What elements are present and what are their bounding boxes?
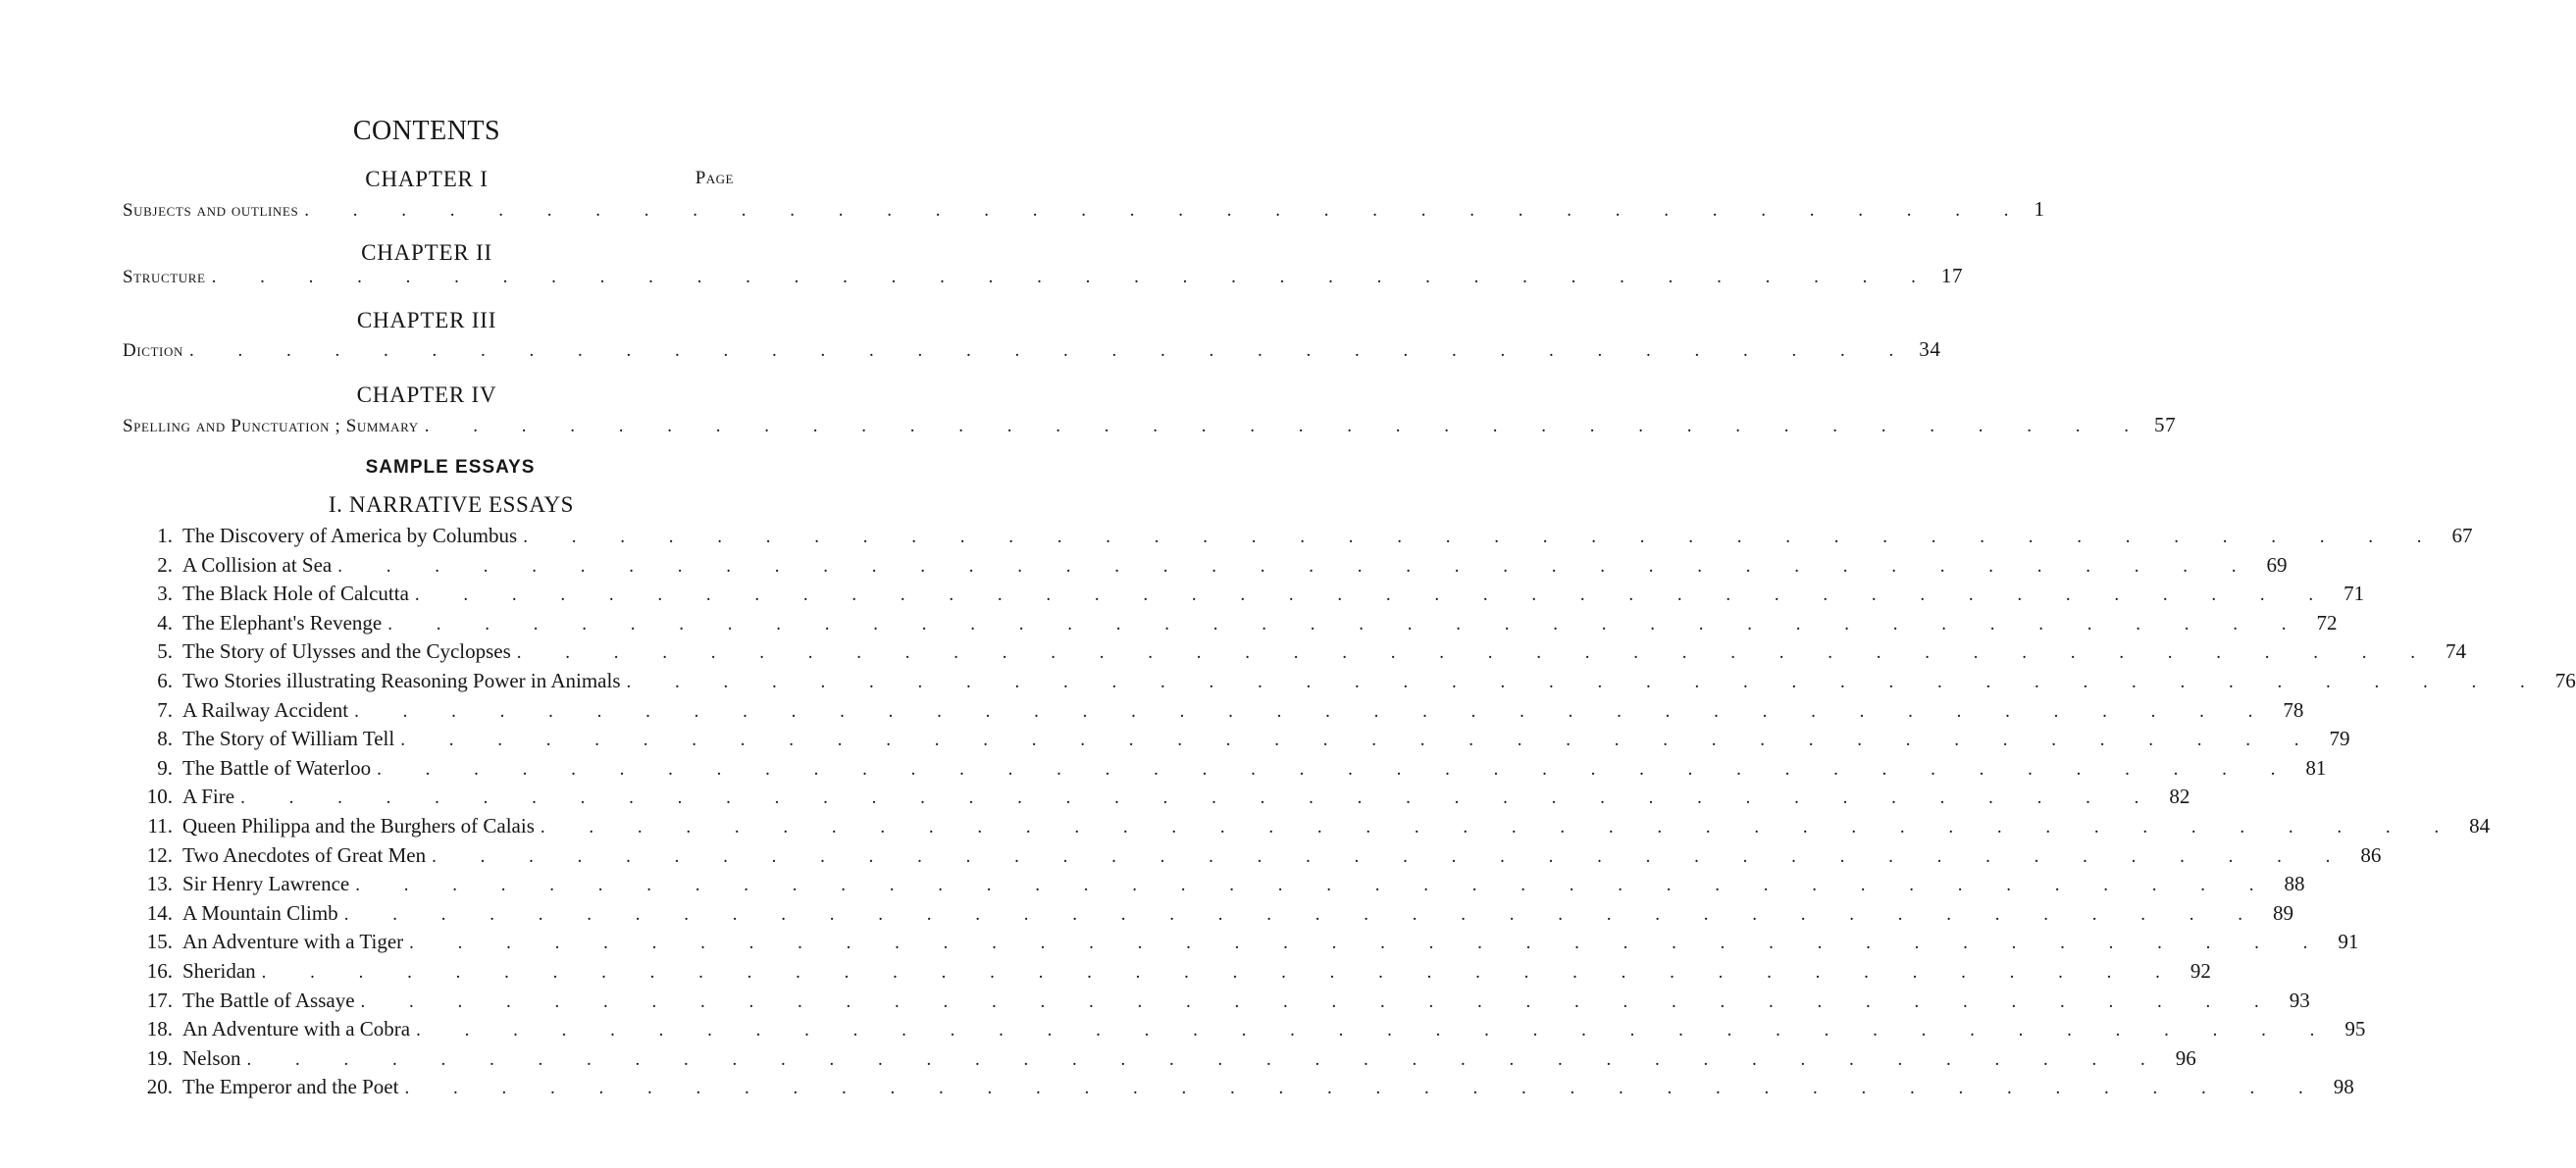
essay-entry-11[interactable] xyxy=(123,813,2491,843)
essay-page-number: 69 xyxy=(2266,552,2288,577)
dot-leader: . . . . . . . . . . . . . . . . . . . . . . . . . . . . . . . . . . . . xyxy=(304,200,2029,221)
dot-leader: . . . . . . . . . . . . . . . . . . . . . . . . . . . . . . . . . . . . xyxy=(424,416,2148,436)
essay-page-number: 89 xyxy=(2272,900,2293,925)
essay-number: 2. xyxy=(157,552,173,577)
essay-number: 4. xyxy=(157,610,173,635)
essay-number: 16. xyxy=(146,958,173,983)
essay-number-cell xyxy=(123,727,173,751)
dot-leader: . . . . . . . . . . . . . . . . . . . . . . . . . . . . . . . . . . . . . . . . xyxy=(540,816,2459,838)
essay-title: The Discovery of America by Columbus xyxy=(182,524,518,547)
essay-number: 5. xyxy=(157,639,173,664)
essay-entry-13[interactable] xyxy=(123,872,2305,901)
essay-title: Queen Philippa and the Burghers of Calais xyxy=(182,813,535,838)
chapter-heading-1: CHAPTER I xyxy=(365,167,489,191)
essay-number: 9. xyxy=(157,755,173,780)
sample-essays-heading: SAMPLE ESSAYS xyxy=(365,457,536,478)
essay-number-cell xyxy=(123,698,173,723)
dot-leader: . . . . . . . . . . . . . . . . . . . . . . . . . . . . . . . . . . . . . . . . xyxy=(337,555,2256,577)
essay-title: The Battle of Waterloo xyxy=(182,755,372,780)
chapter-heading-3: CHAPTER III xyxy=(356,308,497,332)
essay-page-number: 98 xyxy=(2333,1075,2354,1099)
chapter-title: Subjects and outlines xyxy=(123,200,299,221)
essay-number-cell xyxy=(123,843,173,868)
essay-list xyxy=(123,524,2576,1104)
dot-leader: . . . . . . . . . . . . . . . . . . . . . . . . . . . . . . . . . . . . . . . . xyxy=(377,758,2295,780)
essay-entry-1[interactable] xyxy=(123,524,2473,553)
essay-number: 19. xyxy=(146,1045,173,1070)
essay-title: The Battle of Assaye xyxy=(182,988,355,1012)
essay-title: A Railway Accident xyxy=(182,697,349,722)
essay-number-cell xyxy=(123,1017,173,1041)
dot-leader: . . . . . . . . . . . . . . . . . . . . . . . . . . . . . . . . . . . . . . . . xyxy=(432,845,2350,867)
essay-number-cell xyxy=(123,959,173,984)
essay-number-cell xyxy=(123,639,173,664)
essay-title: Sir Henry Lawrence xyxy=(182,872,350,896)
essay-number: 17. xyxy=(146,988,173,1012)
essay-entry-5[interactable] xyxy=(123,639,2467,669)
essay-number: 7. xyxy=(157,697,173,722)
essay-page-number: 79 xyxy=(2329,727,2350,751)
essay-title: The Black Hole of Calcutta xyxy=(182,582,409,606)
essay-page-number: 84 xyxy=(2469,813,2491,838)
chapter-page-number: 34 xyxy=(1919,337,1941,361)
essay-page-number: 72 xyxy=(2316,610,2338,635)
chapter-page-number: 57 xyxy=(2153,413,2177,436)
chapter-heading-4: CHAPTER IV xyxy=(356,382,497,407)
essay-entry-15[interactable] xyxy=(123,930,2359,959)
essay-page-number: 92 xyxy=(2190,958,2211,983)
essay-number: 13. xyxy=(146,872,173,896)
essay-number-cell xyxy=(123,814,173,838)
essay-title: A Collision at Sea xyxy=(182,552,333,577)
essay-number-cell xyxy=(123,524,173,548)
essay-number: 18. xyxy=(146,1017,173,1041)
essay-entry-4[interactable] xyxy=(123,610,2338,640)
essay-number-cell xyxy=(123,1075,173,1099)
essay-entry-14[interactable] xyxy=(123,900,2293,931)
essay-number: 15. xyxy=(146,930,173,954)
essay-number: 12. xyxy=(146,842,173,867)
chapter-entry-3[interactable] xyxy=(123,337,1941,362)
essay-entry-10[interactable] xyxy=(123,785,2190,814)
essay-page-number: 74 xyxy=(2446,639,2467,664)
essay-entry-20[interactable] xyxy=(123,1075,2354,1104)
section-heading: I. NARRATIVE ESSAYS xyxy=(328,492,575,517)
essay-entry-9[interactable] xyxy=(123,755,2327,786)
dot-leader: . . . . . . . . . . . . . . . . . . . . . . . . . . . . . . . . . . . . xyxy=(188,340,1914,361)
essay-entry-12[interactable] xyxy=(123,842,2382,873)
essay-page-number: 95 xyxy=(2344,1017,2366,1041)
essay-entry-18[interactable] xyxy=(123,1017,2366,1046)
essay-number: 11. xyxy=(147,813,173,838)
dot-leader: . . . . . . . . . . . . . . . . . . . . . . . . . . . . . . . . . . . . . . . . xyxy=(409,933,2328,954)
essay-page-number: 78 xyxy=(2283,697,2304,722)
chapter-entry-4[interactable] xyxy=(123,413,2177,437)
essay-title: Two Stories illustrating Reasoning Power in Animals xyxy=(182,668,621,692)
essay-title: The Emperor and the Poet xyxy=(182,1075,399,1099)
essay-number: 20. xyxy=(146,1075,173,1099)
essay-page-number: 86 xyxy=(2360,842,2382,867)
page-column-label: Page xyxy=(695,168,734,188)
chapter-entry-2[interactable] xyxy=(123,264,1964,288)
dot-leader: . . . . . . . . . . . . . . . . . . . . . . . . . . . . . . . . . . . . . . . . xyxy=(416,1020,2335,1041)
chapter-title: Diction xyxy=(123,340,183,361)
essay-number-cell xyxy=(123,901,173,926)
dot-leader: . . . . . . . . . . . . . . . . . . . . . . . . . . . . . . . . . . . . . . . . xyxy=(246,1048,2165,1070)
essay-number-cell xyxy=(123,756,173,781)
dot-leader: . . . . . . . . . . . . . . . . . . . . . . . . . . . . . . . . . . . . . . . . xyxy=(516,642,2436,664)
essay-page-number: 96 xyxy=(2175,1045,2196,1070)
dot-leader: . . . . . . . . . . . . . . . . . . . . . . . . . . . . . . . . . . . . . . . . xyxy=(626,671,2545,692)
dot-leader: . . . . . . . . . . . . . . . . . . . . . . . . . . . . . . . . . . . . xyxy=(211,267,1935,287)
essay-entry-6[interactable] xyxy=(123,668,2576,698)
essay-entry-2[interactable] xyxy=(123,552,2288,583)
essay-number: 14. xyxy=(146,900,173,925)
dot-leader: . . . . . . . . . . . . . . . . . . . . . . . . . . . . . . . . . . . . . . . . xyxy=(360,990,2279,1012)
chapter-title: Spelling and Punctuation ; Summary xyxy=(123,416,419,436)
essay-number-cell xyxy=(123,611,173,635)
essay-title: Nelson xyxy=(182,1045,241,1070)
essay-number-cell xyxy=(123,669,173,693)
dot-leader: . . . . . . . . . . . . . . . . . . . . . . . . . . . . . . . . . . . . . . . . xyxy=(404,1078,2323,1099)
essay-number-cell xyxy=(123,785,173,809)
essay-title: A Mountain Climb xyxy=(182,900,338,925)
chapter-title: Structure xyxy=(123,267,206,287)
dot-leader: . . . . . . . . . . . . . . . . . . . . . . . . . . . . . . . . . . . . . . . . xyxy=(414,584,2334,606)
essay-number-cell xyxy=(123,582,173,606)
essay-page-number: 67 xyxy=(2451,524,2473,547)
essay-title: The Elephant's Revenge xyxy=(182,610,383,635)
essay-title: Sheridan xyxy=(182,958,256,983)
essay-entry-17[interactable] xyxy=(123,988,2310,1018)
dot-leader: . . . . . . . . . . . . . . . . . . . . . . . . . . . . . . . . . . . . . . . . xyxy=(261,961,2180,983)
essay-page-number: 91 xyxy=(2338,930,2359,954)
essay-page-number: 81 xyxy=(2305,755,2327,780)
essay-number-cell xyxy=(123,1046,173,1071)
essay-title: An Adventure with a Cobra xyxy=(182,1017,411,1041)
chapter-entry-1[interactable] xyxy=(123,197,2045,222)
essay-page-number: 88 xyxy=(2284,872,2305,896)
essay-page-number: 93 xyxy=(2289,988,2310,1012)
page-title: CONTENTS xyxy=(352,116,501,146)
essay-title: Two Anecdotes of Great Men xyxy=(182,842,427,867)
essay-title: The Story of William Tell xyxy=(182,727,395,751)
dot-leader: . . . . . . . . . . . . . . . . . . . . . . . . . . . . . . . . . . . . . . . . xyxy=(240,787,2159,809)
dot-leader: . . . . . . . . . . . . . . . . . . . . . . . . . . . . . . . . . . . . . . . . xyxy=(387,613,2306,635)
essay-entry-8[interactable] xyxy=(123,727,2350,756)
essay-page-number: 82 xyxy=(2169,785,2190,809)
essay-entry-19[interactable] xyxy=(123,1045,2196,1076)
chapter-heading-2: CHAPTER II xyxy=(361,240,492,265)
essay-number: 1. xyxy=(157,524,173,547)
essay-number-cell xyxy=(123,930,173,954)
essay-page-number: 71 xyxy=(2344,582,2365,606)
dot-leader: . . . . . . . . . . . . . . . . . . . . . . . . . . . . . . . . . . . . . . . . xyxy=(355,875,2274,896)
dot-leader: . . . . . . . . . . . . . . . . . . . . . . . . . . . . . . . . . . . . . . . . xyxy=(523,527,2442,547)
essay-number: 8. xyxy=(157,727,173,751)
essay-number-cell xyxy=(123,553,173,578)
chapter-page-number: 1 xyxy=(2034,197,2045,221)
essay-number-cell xyxy=(123,872,173,896)
essay-title: A Fire xyxy=(182,785,235,809)
essay-number: 10. xyxy=(146,785,173,809)
essay-title: An Adventure with a Tiger xyxy=(182,930,404,954)
essay-number: 6. xyxy=(157,668,173,692)
essay-number-cell xyxy=(123,989,173,1013)
chapter-page-number: 17 xyxy=(1940,264,1964,287)
essay-number: 3. xyxy=(157,582,173,606)
essay-entry-16[interactable] xyxy=(123,958,2211,989)
dot-leader: . . . . . . . . . . . . . . . . . . . . . . . . . . . . . . . . . . . . . . . . xyxy=(343,903,2262,925)
dot-leader: . . . . . . . . . . . . . . . . . . . . . . . . . . . . . . . . . . . . . . . . xyxy=(354,700,2273,722)
essay-entry-3[interactable] xyxy=(123,582,2365,611)
dot-leader: . . . . . . . . . . . . . . . . . . . . . . . . . . . . . . . . . . . . . . . . xyxy=(400,730,2319,751)
essay-title: The Story of Ulysses and the Cyclopses xyxy=(182,639,511,664)
essay-page-number: 76 xyxy=(2554,668,2576,692)
essay-entry-7[interactable] xyxy=(123,697,2304,728)
